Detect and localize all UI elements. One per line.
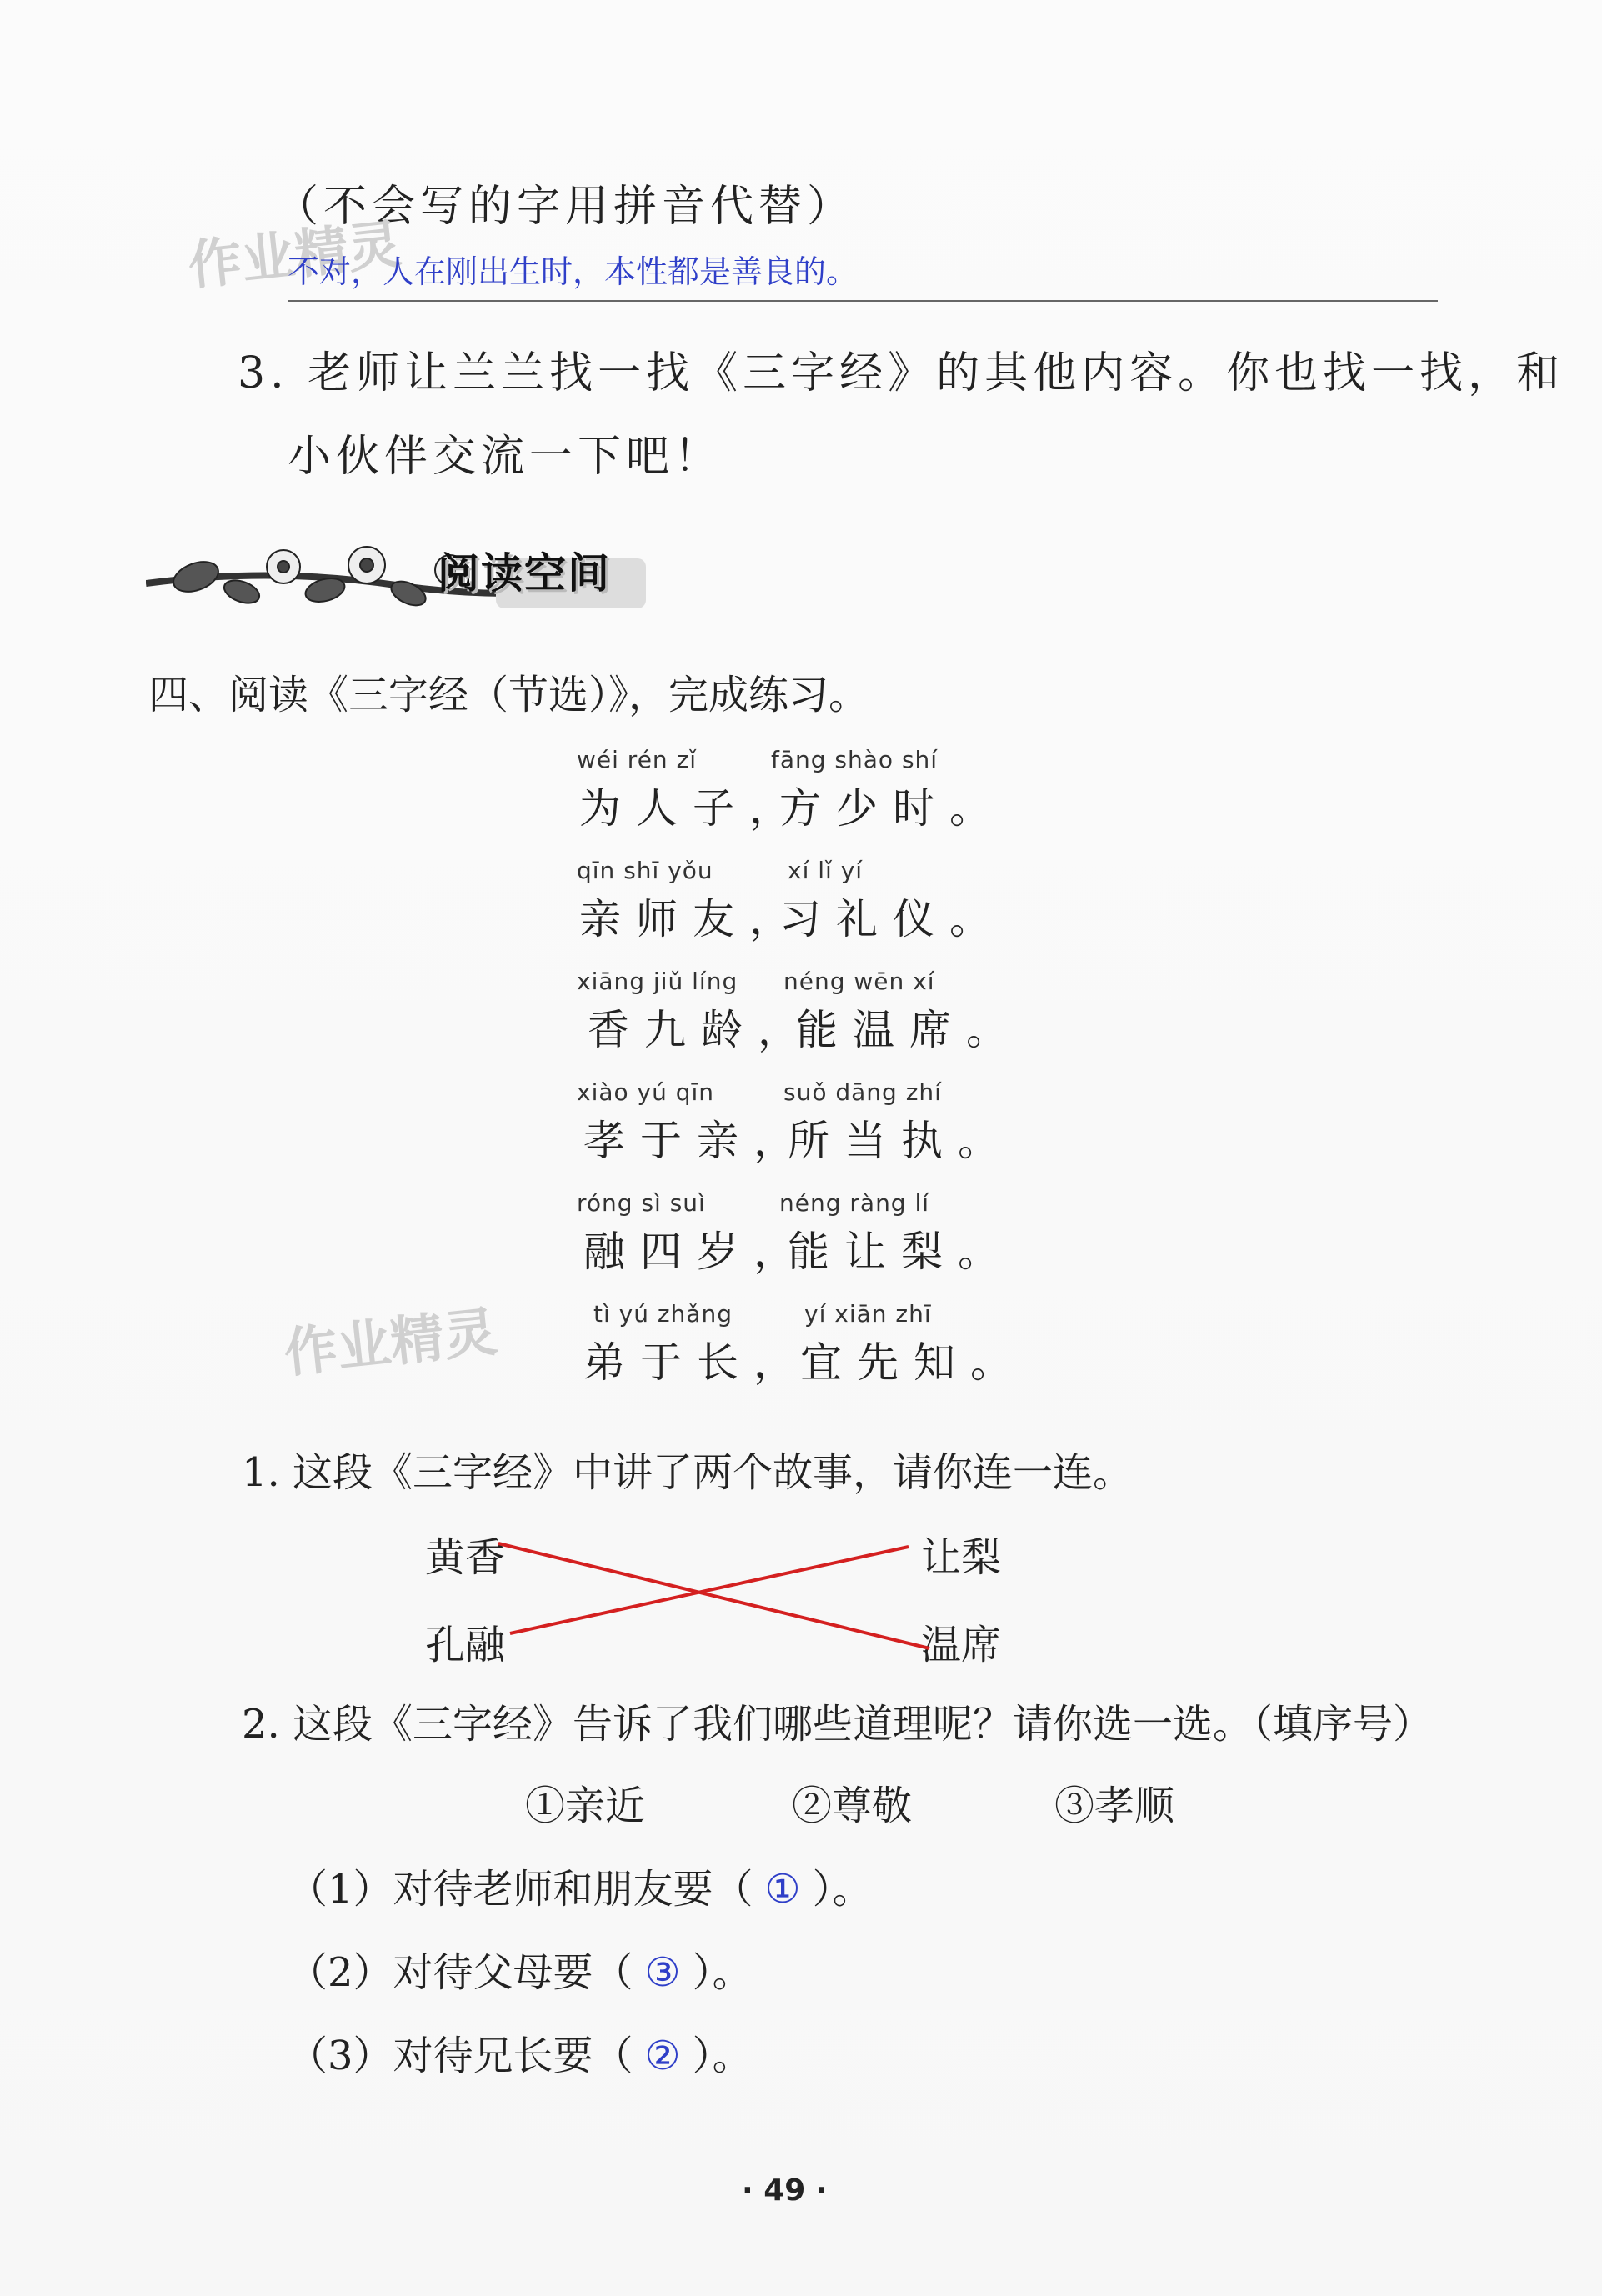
poem-pinyin-3a: xiāng jiǔ líng (577, 968, 738, 995)
match-right-2[interactable]: 温席 (921, 1622, 1002, 1668)
hint-text: （不会写的字用拼音代替） (275, 182, 856, 232)
watermark-middle: 作业精灵 (281, 1301, 500, 1386)
poem-pinyin-2a: qīn shī yǒu (577, 857, 713, 884)
poem-pinyin-5a: róng sì suì (577, 1189, 706, 1217)
poem-line-6b: 宜先知。 (800, 1338, 1027, 1387)
poem-line-1a: 为人子， (579, 784, 806, 833)
option-1: ①亲近 (525, 1783, 646, 1829)
subquestion-1-title: 1. 这段《三字经》中讲了两个故事，请你连一连。 (242, 1449, 1134, 1496)
fill-item-3 (288, 2023, 753, 2081)
watermark-top: 作业精灵 (185, 213, 404, 298)
section-title: 阅读空间 (438, 549, 611, 598)
poem-pinyin-1b: fāng shào shí (771, 746, 939, 773)
match-right-1[interactable]: 让梨 (921, 1534, 1002, 1581)
fill-item-1-answer[interactable]: ① (764, 1866, 801, 1913)
match-left-2[interactable]: 孔融 (425, 1622, 506, 1668)
poem-line-4b: 所当执。 (788, 1117, 1014, 1165)
subquestion-2-title: 2. 这段《三字经》告诉了我们哪些道理呢？请你选一选。（填序号） (242, 1701, 1434, 1748)
fill-item-3-close: ）。 (692, 2033, 753, 2079)
fill-item-2-prompt: （2）对待父母要（ (288, 1949, 633, 1996)
poem-pinyin-6b: yí xiān zhī (804, 1300, 932, 1328)
question-3-line2: 小伙伴交流一下吧！ (288, 432, 723, 482)
handwritten-answer: 不对，人在刚出生时，本性都是善良的。 (288, 253, 859, 290)
poem-pinyin-1a: wéi rén zǐ (577, 746, 698, 773)
poem-line-2a: 亲师友， (579, 895, 806, 943)
question-3-line1: 3. 老师让兰兰找一找《三字经》的其他内容。你也找一找，和 (238, 348, 1565, 398)
poem-line-3a: 香九龄， (588, 1006, 814, 1054)
option-2: ②尊敬 (792, 1783, 913, 1829)
poem-pinyin-6a: tì yú zhǎng (593, 1300, 733, 1328)
poem-line-4a: 孝于亲， (583, 1117, 810, 1165)
fill-item-3-prompt: （3）对待兄长要（ (288, 2033, 633, 2079)
poem-pinyin-4b: suǒ dāng zhí (783, 1078, 942, 1106)
match-left-1[interactable]: 黄香 (425, 1534, 506, 1581)
poem-line-3b: 能温席。 (796, 1006, 1023, 1054)
match-line-huangxiang-wenxi (498, 1543, 929, 1648)
poem-line-5a: 融四岁， (583, 1228, 810, 1276)
poem-pinyin-2b: xí lǐ yí (788, 857, 864, 884)
poem-line-5b: 能让梨。 (788, 1228, 1014, 1276)
fill-item-1 (288, 1857, 873, 1914)
fill-item-2-answer[interactable]: ③ (644, 1949, 681, 1996)
fill-item-1-close: ）。 (812, 1866, 873, 1913)
poem-pinyin-4a: xiào yú qīn (577, 1078, 715, 1106)
page-number: · 49 · (742, 2173, 828, 2208)
fill-item-2-close: ）。 (692, 1949, 753, 1996)
poem-line-2b: 习礼仪。 (779, 895, 1006, 943)
question-4-title: 四、阅读《三字经（节选）》，完成练习。 (148, 672, 869, 718)
poem-pinyin-5b: néng ràng lí (779, 1189, 930, 1217)
fill-item-3-answer[interactable]: ② (644, 2033, 681, 2079)
poem-pinyin-3b: néng wēn xí (783, 968, 935, 995)
fill-item-2 (288, 1940, 753, 1998)
poem-line-6a: 弟于长， (583, 1338, 810, 1387)
fill-item-1-prompt: （1）对待老师和朋友要（ (288, 1866, 753, 1913)
poem-line-1b: 方少时。 (779, 784, 1006, 833)
option-3: ③孝顺 (1054, 1783, 1175, 1829)
